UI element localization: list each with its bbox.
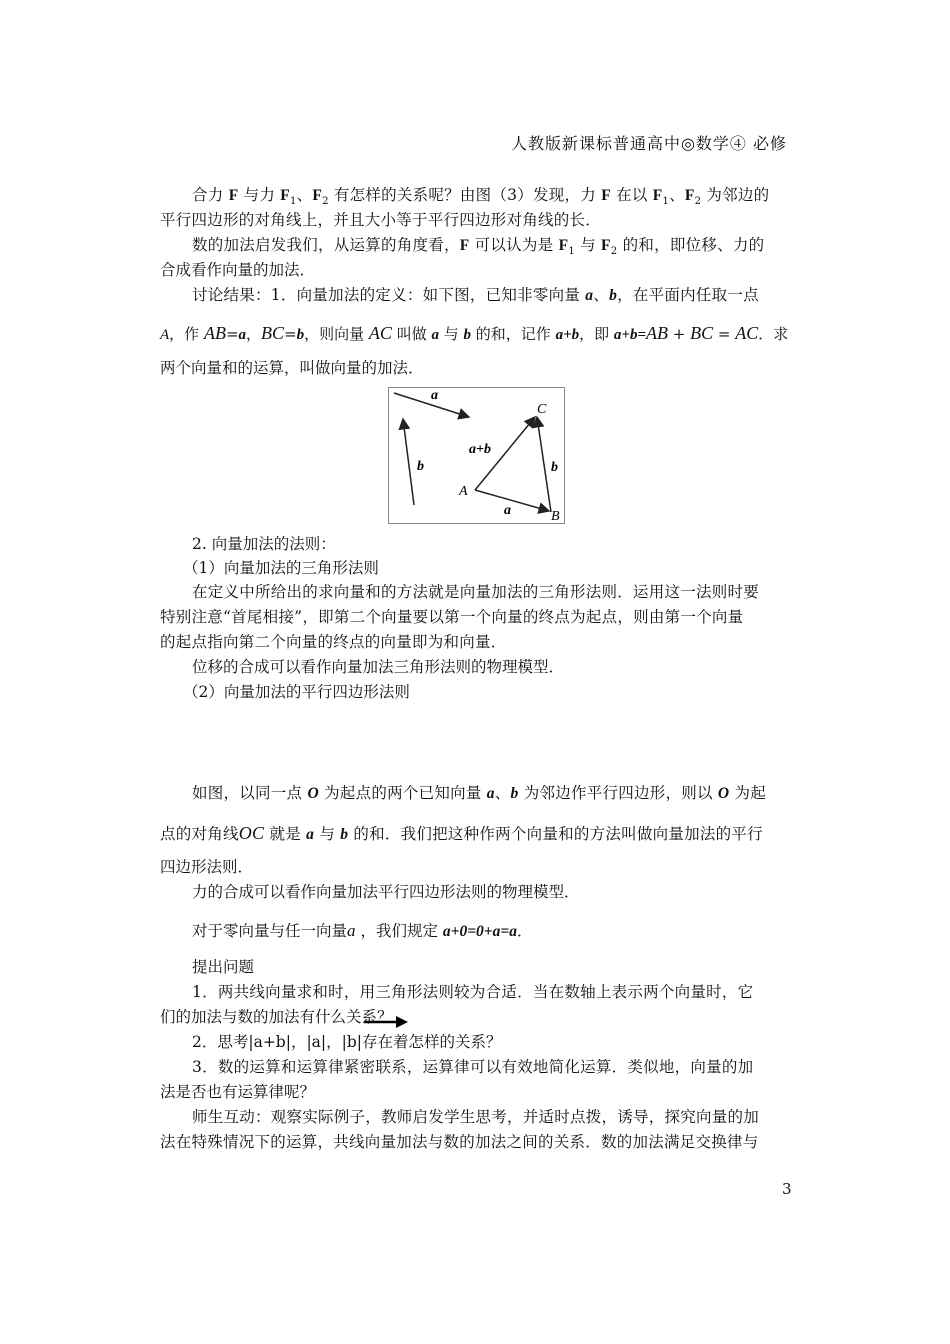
label-a-side: a: [504, 503, 511, 518]
vector-b-arrow: [403, 419, 414, 505]
question1-line1: 1．两共线向量求和时，用三角形法则较为合适．当在数轴上表示两个向量时，它: [192, 983, 754, 1001]
triangle-rule-diagram: [389, 388, 564, 523]
para2-line2: 合成看作向量的加法．: [160, 261, 316, 279]
question3-line1: 3．数的运算和运算律紧密联系，运算律可以有效地简化运算．类似地，向量的加: [192, 1058, 754, 1076]
rule1-para-line1: 在定义中所给出的求向量和的方法就是向量加法的三角形法则．运用这一法则时要: [192, 583, 760, 601]
para1-line2: 平行四边形的对角线上，并且大小等于平行四边形对角线的长．: [160, 211, 602, 229]
para4-line3: 四边形法则．: [160, 858, 254, 876]
para3-line2: A，作 AB=a，BC=b，则向量 AC 叫做 a 与 b 的和，记作 a+b，即 a+b=AB + BC = AC．求: [160, 323, 789, 343]
interaction-line2: 法在特殊情况下的运算，共线向量加法与数的加法之间的关系．数的加法满足交换律与: [160, 1133, 759, 1151]
label-b-side: b: [551, 460, 558, 475]
page-number: 3: [782, 1180, 792, 1198]
label-point-B: B: [551, 509, 560, 523]
interaction-line1: 师生互动：观察实际例子，教师启发学生思考，并适时点拨，诱导，探究向量的加: [192, 1108, 760, 1126]
vector-BC-arrow: [537, 417, 551, 512]
para4-model: 力的合成可以看作向量加法平行四边形法则的物理模型．: [192, 883, 580, 901]
para3-line3: 两个向量和的运算，叫做向量的加法．: [160, 359, 424, 377]
page-header: 人教版新课标普通高中◎数学④ 必修: [510, 134, 787, 153]
zero-vector-rule: 对于零向量与任一向量a ，我们规定 a+0=0+a=a．: [192, 921, 533, 940]
question3-line2: 法是否也有运算律呢？: [160, 1083, 316, 1101]
vector-addition-figure: [388, 387, 565, 524]
vector-AB-arrow: [475, 490, 549, 511]
para3-line1: 讨论结果：1．向量加法的定义：如下图，已知非零向量 a、b，在平面内任取一点: [192, 286, 759, 304]
question1-line2: 们的加法与数的加法有什么关系？: [160, 1008, 393, 1026]
para4-line1: 如图，以同一点 O 为起点的两个已知向量 a、b 为邻边作平行四边形，则以 O 为起: [192, 784, 767, 802]
rule1-para-line2: 特别注意“首尾相接”，即第二个向量要以第一个向量的终点为起点，则由第一个向量: [160, 608, 744, 626]
label-a-plus-b: a+b: [469, 442, 491, 457]
para4-line2: 点的对角线OC 就是 a 与 b 的和．我们把这种作两个向量和的方法叫做向量加法的平行: [160, 823, 763, 843]
label-point-A: A: [459, 484, 468, 499]
rules-heading: 2. 向量加法的法则：: [192, 535, 336, 553]
questions-heading: 提出问题: [192, 958, 255, 976]
rule1-heading: （1）向量加法的三角形法则: [183, 559, 379, 577]
rule1-para-line3: 的起点指向第二个向量的终点的向量即为和向量．: [160, 633, 507, 651]
question2: 2．思考|a+b|，|a|，|b|存在着怎样的关系？: [192, 1033, 502, 1051]
label-a: a: [431, 388, 438, 403]
label-b: b: [417, 459, 424, 474]
para2-line1: 数的加法启发我们，从运算的角度看，F 可以认为是 $F_1$ 与 $F_2$ 的和，即位移、力的: [192, 236, 765, 258]
label-point-C: C: [537, 402, 547, 417]
para1-line1: 合力 F 与力 $F_1$、$F_2$ 有怎样的关系呢？由图（3）发现，力 F 在以 $F_1$、$F_2$ 为邻边的: [192, 186, 770, 208]
rule1-model: 位移的合成可以看作向量加法三角形法则的物理模型．: [192, 658, 565, 676]
rule2-heading: （2）向量加法的平行四边形法则: [183, 683, 410, 701]
